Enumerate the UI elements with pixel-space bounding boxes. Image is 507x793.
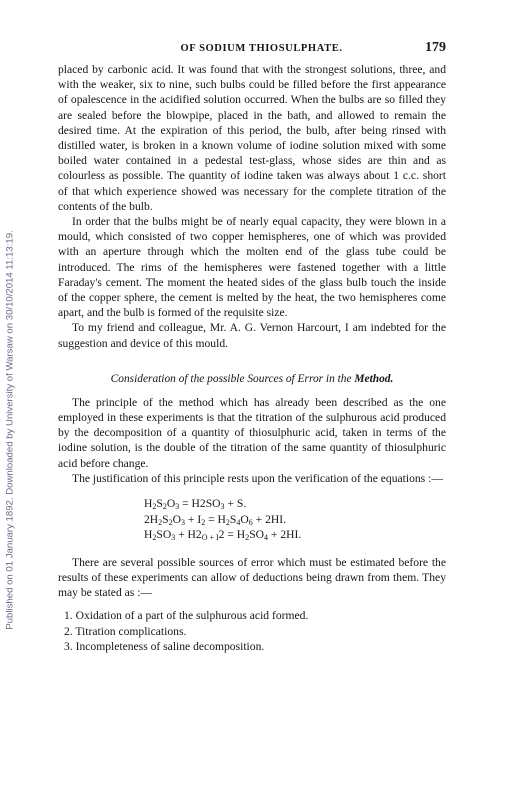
equation-term: H [144, 497, 153, 511]
list-item: 3. Incompleteness of saline decomposition. [64, 639, 265, 653]
equation-term: + 2HI. [268, 528, 302, 542]
equation-term: SO [249, 528, 265, 542]
equation-term: = H [179, 497, 200, 511]
section-heading-method: Method. [354, 372, 394, 385]
equation-term: O [172, 512, 181, 526]
equation-subscript: 2 [225, 517, 230, 527]
equation-subscript: 6 [248, 517, 253, 527]
equation-term: O [166, 497, 176, 511]
equation-2 [144, 512, 446, 528]
paragraph-6: There are several possible sources of error which must be estimated before the results of these experiments can allow of deductions being drawn from them. They may be stated as :— [58, 555, 446, 600]
equation-subscript: 2 [152, 533, 157, 543]
running-title: OF SODIUM THIOSULPHATE. [180, 43, 343, 54]
equation-term: O [240, 512, 249, 526]
equation-subscript: 2 [152, 502, 157, 512]
equation-term: + H [175, 528, 196, 542]
section-heading [58, 373, 446, 385]
equation-subscript: 2 [245, 533, 250, 543]
provenance-watermark [2, 90, 18, 770]
equation-3 [144, 527, 446, 543]
equation-term: SO [156, 528, 172, 542]
page-content [58, 40, 446, 654]
equation-subscript: 4 [236, 517, 241, 527]
list-item: 1. Oxidation of a part of the sulphurous acid formed. [64, 609, 309, 623]
equation-term: 2 [199, 497, 206, 511]
section-heading-text: Consideration of the possible Sources of Error in the [110, 372, 355, 385]
equation-term: + 2HI. [252, 512, 287, 526]
equation-1 [144, 496, 446, 512]
equation-term: + S. [224, 497, 247, 511]
provenance-text: Published on 01 January 1892. Downloaded by University of Warsaw on 30/10/2014 11:13:19. [4, 230, 16, 630]
equation-subscript: 2 [162, 502, 167, 512]
error-sources-list [58, 608, 446, 654]
equation-term: 2 [218, 528, 225, 542]
equation-subscript: 3 [171, 533, 176, 543]
list-item: 2. Titration complications. [64, 624, 187, 638]
equation-term: S [156, 497, 163, 511]
paragraph-2: In order that the bulbs might be of nearly equal capacity, they were blown in a mould, which consisted of two copper hemispheres, one of which was provided with an aperture through which the molten end of the glass tube could be introduced. The rims of the hemispheres were fastened together with a little Faraday's cement. The moment the heated sides of the glass bulb touch the inside of the copper sphere, the cement is melted by the heat, the two hemispheres come apart, and the bulb is formed of the requisite size. [58, 215, 446, 320]
equation-term: 2H [144, 512, 159, 526]
equation-subscript: 2 [201, 517, 206, 527]
paragraph-3: To my friend and colleague, Mr. A. G. Vernon Harcourt, I am indebted for the suggestion and device of this mould. [58, 321, 446, 350]
equation-subscript: 3 [220, 502, 225, 512]
equation-term: S [162, 512, 169, 526]
equation-term: = H [224, 528, 246, 542]
paragraph-4: The principle of the method which has already been described as the one employed in these experiments is that the titration of the sulphurous acid produced by the decomposition of a quantity of thiosulphuric acid, taken in terms of the iodine solution, is the double of the titration of the same quantity of thiosulphuric acid before change. [58, 395, 446, 470]
equation-term: SO [205, 497, 221, 511]
equation-subscript: 2 [168, 517, 173, 527]
equation-term: = H [205, 512, 226, 526]
equation-subscript: 4 [264, 533, 269, 543]
running-header [58, 40, 446, 62]
equation-subscript: 3 [175, 502, 180, 512]
equations-block [144, 496, 446, 543]
equation-term: 2 [195, 528, 202, 542]
equation-term: S [229, 512, 237, 526]
equation-subscript: 2 [158, 517, 163, 527]
paragraph-1: placed by carbonic acid. It was found that with the strongest solutions, three, and with the weaker, six to nine, such bulbs could be filled before the first appearance of opalescence in the acidified solution occurred. When the bulbs are so filled they are sealed before the blowpipe, placed in the bath, and allowed to remain the desired time. At the expiration of this period, the bulb, after being rinsed with distilled water, is broken in a known volume of iodine solution mixed with some boiled water contained in a pedestal test-glass, whose sides are thin and as colourless as possible. The quantity of iodine taken was always about 1 c.c. short of that which experience showed was necessary for the complete titration of the contents of the bulb. [58, 63, 446, 213]
paragraph-5: The justification of this principle rests upon the verification of the equations :— [72, 471, 443, 485]
equation-term: H [144, 528, 153, 542]
equation-subscript: O + I [201, 533, 219, 543]
page-number: 179 [425, 40, 446, 55]
equation-subscript: 3 [181, 517, 185, 527]
equation-term: + I [185, 512, 202, 526]
